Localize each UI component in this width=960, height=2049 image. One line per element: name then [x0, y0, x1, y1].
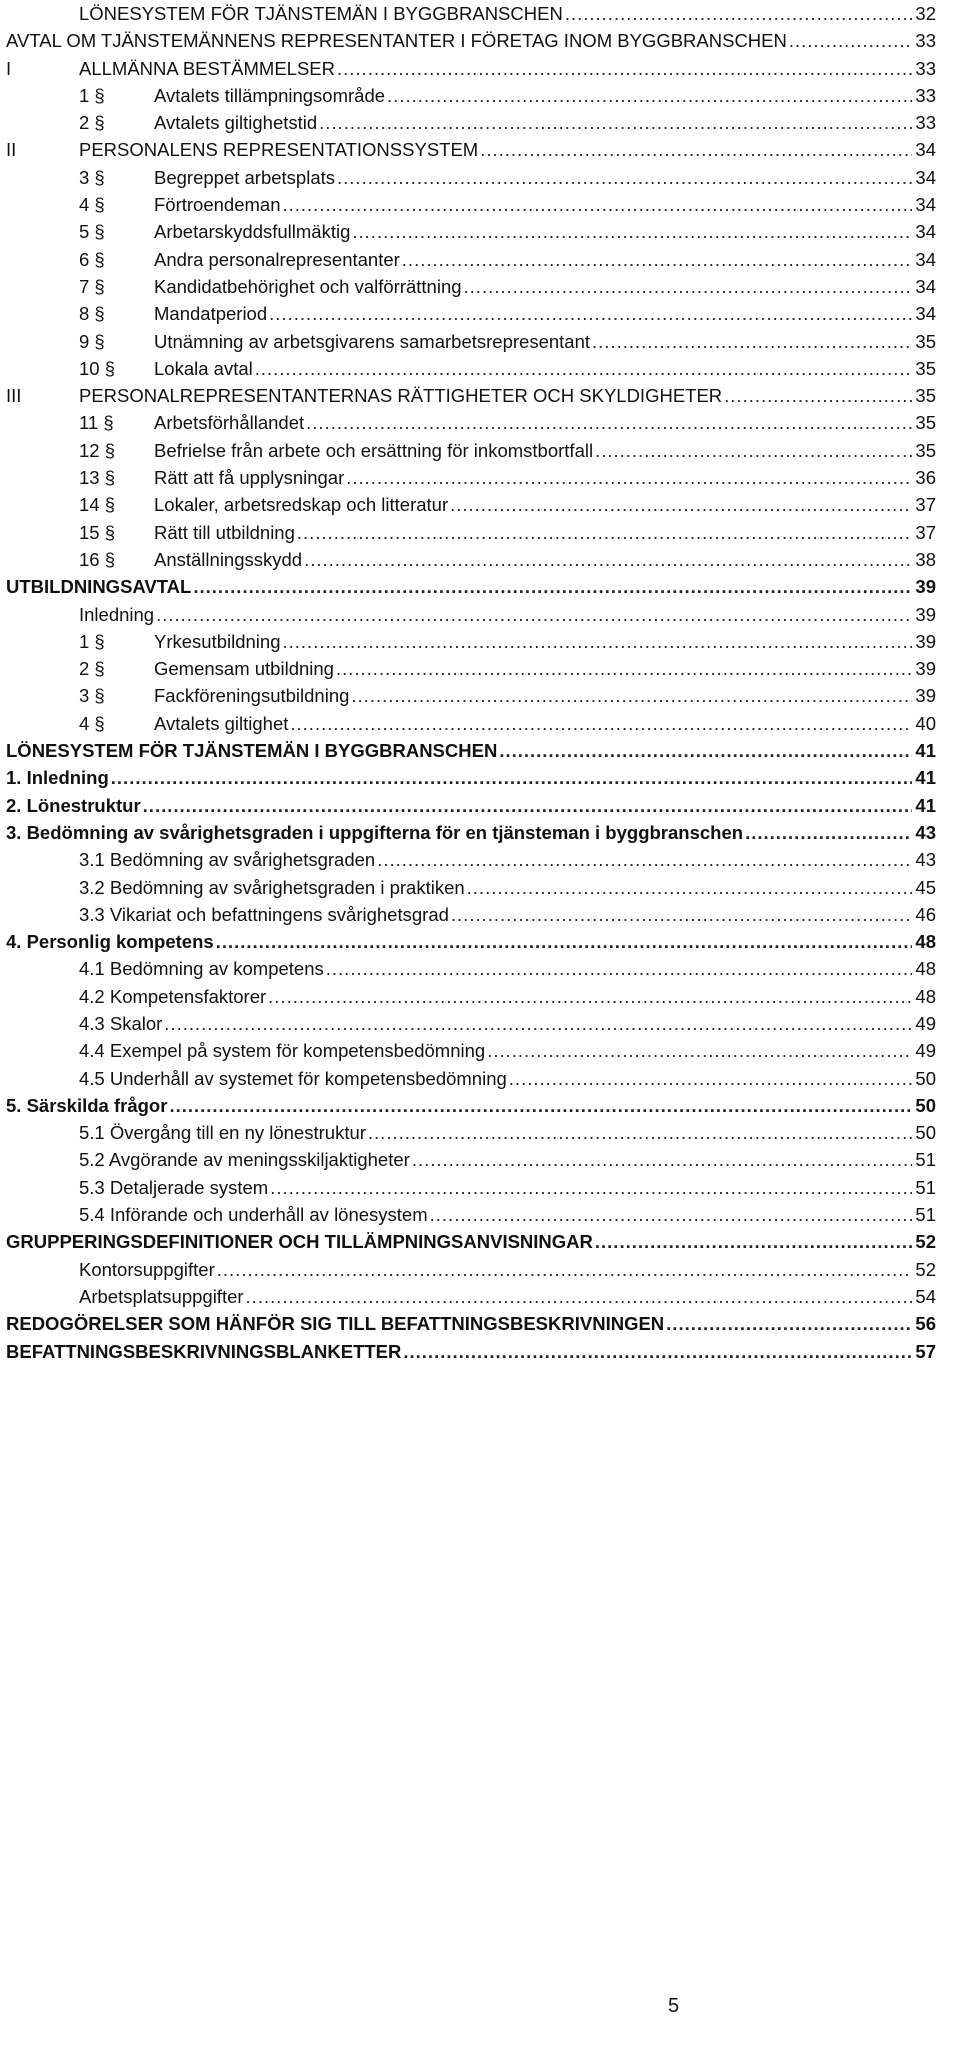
toc-entry[interactable] — [6, 764, 936, 791]
toc-entry[interactable] — [6, 109, 936, 136]
dot-leader — [595, 1228, 912, 1255]
dot-leader — [666, 1310, 912, 1337]
toc-entry[interactable] — [6, 655, 936, 682]
dot-leader — [270, 1174, 912, 1201]
toc-entry-page: 57 — [915, 1340, 936, 1362]
dot-leader — [402, 246, 912, 273]
toc-entry[interactable] — [6, 573, 936, 600]
toc-entry-title: PERSONALENS REPRESENTATIONSSYSTEM — [79, 139, 479, 161]
toc-entry-number: 1 § — [79, 630, 105, 652]
toc-entry-page: 39 — [915, 576, 936, 598]
toc-entry-number: 10 § — [79, 357, 116, 379]
toc-entry-number: 5 § — [79, 221, 105, 243]
toc-entry-title: 2. Lönestruktur — [6, 794, 141, 816]
dot-leader — [306, 409, 912, 436]
toc-entry[interactable] — [6, 1338, 936, 1365]
dot-leader — [387, 82, 912, 109]
toc-entry-page: 35 — [915, 412, 936, 434]
toc-entry[interactable] — [6, 0, 936, 27]
toc-entry-page: 34 — [915, 139, 936, 161]
dot-leader — [351, 682, 912, 709]
toc-entry-page: 34 — [915, 194, 936, 216]
toc-entry-title: Andra personalrepresentanter — [154, 248, 400, 270]
toc-entry[interactable] — [6, 82, 936, 109]
toc-entry[interactable] — [6, 409, 936, 436]
toc-entry-title: 5.3 Detaljerade system — [79, 1176, 269, 1198]
toc-entry-number: 12 § — [79, 439, 116, 461]
dot-leader — [326, 955, 912, 982]
toc-entry-title: GRUPPERINGSDEFINITIONER OCH TILLÄMPNINGSANVISNINGAR — [6, 1231, 593, 1253]
toc-entry-title: Rätt att få upplysningar — [154, 467, 345, 489]
dot-leader — [499, 737, 912, 764]
toc-entry-title: Avtalets giltighet — [154, 712, 289, 734]
toc-entry-title: Avtalets giltighetstid — [154, 112, 318, 134]
toc-entry[interactable] — [6, 273, 936, 300]
toc-entry-title: Gemensam utbildning — [154, 658, 334, 680]
toc-entry-page: 49 — [915, 1012, 936, 1034]
dot-leader — [217, 1256, 912, 1283]
toc-entry-page: 35 — [915, 357, 936, 379]
toc-entry-number: 16 § — [79, 548, 116, 570]
toc-entry[interactable] — [6, 491, 936, 518]
toc-entry-title: Arbetarskyddsfullmäktig — [154, 221, 351, 243]
toc-entry-number: 2 § — [79, 112, 105, 134]
toc-entry[interactable] — [6, 682, 936, 709]
toc-entry-title: 1. Inledning — [6, 767, 109, 789]
toc-entry-page: 48 — [915, 958, 936, 980]
toc-entry-number: I — [6, 57, 12, 79]
toc-entry-page: 34 — [915, 248, 936, 270]
toc-entry-number: 8 § — [79, 303, 105, 325]
toc-entry-number: 3 § — [79, 166, 105, 188]
dot-leader — [319, 109, 912, 136]
toc-entry-title: 3. Bedömning av svårighetsgraden i uppgifterna för en tjänsteman i byggbranschen — [6, 821, 744, 843]
toc-entry-title: 4.5 Underhåll av systemet för kompetensbedömning — [79, 1067, 507, 1089]
toc-entry[interactable] — [6, 1174, 936, 1201]
toc-entry-number: 6 § — [79, 248, 105, 270]
toc-entry[interactable] — [6, 846, 936, 873]
toc-entry-title: 3.1 Bedömning av svårighetsgraden — [79, 849, 376, 871]
toc-entry-page: 56 — [915, 1313, 936, 1335]
toc-entry-page: 50 — [915, 1094, 936, 1116]
toc-entry[interactable] — [6, 955, 936, 982]
toc-entry-page: 39 — [915, 685, 936, 707]
dot-leader — [216, 928, 912, 955]
toc-entry-page: 33 — [915, 57, 936, 79]
dot-leader — [487, 1037, 912, 1064]
toc-entry-page: 41 — [915, 740, 936, 762]
toc-entry-number: 4 § — [79, 194, 105, 216]
dot-leader — [377, 846, 912, 873]
toc-entry[interactable] — [6, 355, 936, 382]
toc-entry-number: II — [6, 139, 17, 161]
toc-entry-page: 34 — [915, 166, 936, 188]
toc-entry-title: 4.2 Kompetensfaktorer — [79, 985, 267, 1007]
toc-entry-title: 5.1 Övergång till en ny lönestruktur — [79, 1122, 366, 1144]
dot-leader — [337, 55, 912, 82]
toc-entry[interactable] — [6, 819, 936, 846]
toc-entry-page: 50 — [915, 1122, 936, 1144]
toc-entry-page: 35 — [915, 385, 936, 407]
toc-entry[interactable] — [6, 164, 936, 191]
toc-entry-page: 39 — [915, 630, 936, 652]
dot-leader — [269, 300, 912, 327]
toc-entry-page: 36 — [915, 467, 936, 489]
toc-entry-title: Förtroendeman — [154, 194, 281, 216]
toc-entry-page: 40 — [915, 712, 936, 734]
toc-entry-title: 5.2 Avgörande av meningsskiljaktigheter — [79, 1149, 410, 1171]
toc-entry-page: 52 — [915, 1231, 936, 1253]
toc-entry-title: Arbetsförhållandet — [154, 412, 305, 434]
dot-leader — [403, 1338, 912, 1365]
toc-entry-title: Befrielse från arbete och ersättning för inkomstbortfall — [154, 439, 594, 461]
toc-entry-page: 41 — [915, 767, 936, 789]
toc-entry-title: LÖNESYSTEM FÖR TJÄNSTEMÄN I BYGGBRANSCHEN — [6, 740, 498, 762]
dot-leader — [412, 1146, 912, 1173]
toc-entry-title: 4.3 Skalor — [79, 1012, 163, 1034]
toc-entry-number: 1 § — [79, 84, 105, 106]
toc-entry-title: 3.3 Vikariat och befattningens svårighetsgrad — [79, 903, 449, 925]
toc-entry[interactable] — [6, 1310, 936, 1337]
toc-entry-page: 34 — [915, 303, 936, 325]
toc-entry[interactable] — [6, 928, 936, 955]
dot-leader — [290, 710, 912, 737]
toc-entry-title: Mandatperiod — [154, 303, 268, 325]
toc-entry[interactable] — [6, 1283, 936, 1310]
toc-entry-page: 35 — [915, 439, 936, 461]
toc-entry-page: 32 — [915, 3, 936, 24]
dot-leader — [156, 601, 912, 628]
toc-entry-title: AVTAL OM TJÄNSTEMÄNNENS REPRESENTANTER I FÖRETAG INOM BYGGBRANSCHEN — [6, 30, 787, 52]
toc-entry-number: 13 § — [79, 467, 116, 489]
toc-entry[interactable] — [6, 464, 936, 491]
toc-entry-title: Avtalets tillämpningsområde — [154, 84, 386, 106]
toc-entry-page: 54 — [915, 1285, 936, 1307]
dot-leader — [464, 273, 912, 300]
toc-entry-title: Kandidatbehörighet och valförrättning — [154, 275, 462, 297]
toc-entry[interactable] — [6, 328, 936, 355]
toc-entry-title: ALLMÄNNA BESTÄMMELSER — [79, 57, 335, 79]
toc-entry[interactable] — [6, 710, 936, 737]
dot-leader — [337, 164, 912, 191]
toc-entry[interactable] — [6, 792, 936, 819]
toc-entry[interactable] — [6, 601, 936, 628]
toc-entry-number: 9 § — [79, 330, 105, 352]
toc-entry-page: 50 — [915, 1067, 936, 1089]
toc-entry-title: Inledning — [79, 603, 155, 625]
toc-entry-title: BEFATTNINGSBESKRIVNINGSBLANKETTER — [6, 1340, 402, 1362]
toc-entry-page: 34 — [915, 221, 936, 243]
toc-entry-page: 33 — [915, 84, 936, 106]
toc-entry-page: 49 — [915, 1040, 936, 1062]
toc-entry-number: 11 § — [79, 412, 114, 434]
dot-leader — [592, 328, 912, 355]
toc-entry[interactable] — [6, 437, 936, 464]
dot-leader — [480, 136, 912, 163]
dot-leader — [268, 983, 912, 1010]
dot-leader — [193, 573, 912, 600]
dot-leader — [164, 1010, 912, 1037]
dot-leader — [282, 191, 912, 218]
toc-entry-title: 3.2 Bedömning av svårighetsgraden i praktiken — [79, 876, 465, 898]
dot-leader — [789, 27, 912, 54]
toc-entry[interactable] — [6, 546, 936, 573]
dot-leader — [297, 519, 912, 546]
toc-entry-page: 41 — [915, 794, 936, 816]
toc-entry-number: 7 § — [79, 275, 105, 297]
dot-leader — [352, 218, 912, 245]
toc-entry-page: 48 — [915, 985, 936, 1007]
dot-leader — [451, 901, 912, 928]
toc-entry[interactable] — [6, 1092, 936, 1119]
dot-leader — [430, 1201, 912, 1228]
toc-entry-page: 43 — [915, 821, 936, 843]
toc-entry-number: III — [6, 385, 22, 407]
toc-entry-page: 35 — [915, 330, 936, 352]
toc-entry-number: 15 § — [79, 521, 116, 543]
toc-entry-title: Utnämning av arbetsgivarens samarbetsrepresentant — [154, 330, 591, 352]
toc-entry-title: Begreppet arbetsplats — [154, 166, 336, 188]
toc-entry-title: Kontorsuppgifter — [79, 1258, 215, 1280]
toc-entry-title: Rätt till utbildning — [154, 521, 295, 543]
toc-entry[interactable] — [6, 628, 936, 655]
toc-entry[interactable] — [6, 1065, 936, 1092]
dot-leader — [111, 764, 912, 791]
table-of-contents — [6, 0, 936, 1365]
dot-leader — [246, 1283, 912, 1310]
dot-leader — [304, 546, 912, 573]
toc-entry[interactable] — [6, 1201, 936, 1228]
toc-entry[interactable] — [6, 136, 936, 163]
toc-entry-number: 3 § — [79, 685, 105, 707]
toc-entry[interactable] — [6, 300, 936, 327]
toc-entry-title: Arbetsplatsuppgifter — [79, 1285, 244, 1307]
toc-entry-page: 52 — [915, 1258, 936, 1280]
toc-entry[interactable] — [6, 55, 936, 82]
toc-entry-page: 33 — [915, 112, 936, 134]
toc-entry-page: 51 — [915, 1204, 936, 1226]
toc-entry[interactable] — [6, 27, 936, 54]
toc-entry-title: 4.1 Bedömning av kompetens — [79, 958, 324, 980]
toc-entry[interactable] — [6, 218, 936, 245]
toc-entry-page: 37 — [915, 494, 936, 516]
toc-entry-title: REDOGÖRELSER SOM HÄNFÖR SIG TILL BEFATTNINGSBESKRIVNINGEN — [6, 1313, 665, 1335]
toc-entry-number: 14 § — [79, 494, 116, 516]
dot-leader — [143, 792, 912, 819]
toc-entry-title: Fackföreningsutbildning — [154, 685, 350, 707]
dot-leader — [467, 874, 912, 901]
dot-leader — [565, 0, 912, 27]
toc-entry-number: 2 § — [79, 658, 105, 680]
toc-entry[interactable] — [6, 983, 936, 1010]
toc-entry-title: Yrkesutbildning — [154, 630, 281, 652]
toc-entry-title: Lokala avtal — [154, 357, 253, 379]
dot-leader — [724, 382, 912, 409]
toc-entry[interactable] — [6, 874, 936, 901]
dot-leader — [169, 1092, 912, 1119]
toc-entry-page: 45 — [915, 876, 936, 898]
toc-entry-page: 51 — [915, 1149, 936, 1171]
toc-entry-title: 4.4 Exempel på system för kompetensbedömning — [79, 1040, 486, 1062]
toc-entry-number: 4 § — [79, 712, 105, 734]
toc-entry-title: PERSONALREPRESENTANTERNAS RÄTTIGHETER OCH SKYLDIGHETER — [79, 385, 723, 407]
page-number: 5 — [668, 1995, 680, 2017]
dot-leader — [368, 1119, 912, 1146]
toc-entry[interactable] — [6, 1010, 936, 1037]
toc-entry[interactable] — [6, 519, 936, 546]
dot-leader — [283, 628, 913, 655]
toc-entry-title: Lokaler, arbetsredskap och litteratur — [154, 494, 449, 516]
toc-entry-title: 5.4 Införande och underhåll av lönesystem — [79, 1204, 428, 1226]
dot-leader — [595, 437, 912, 464]
toc-entry[interactable] — [6, 737, 936, 764]
toc-entry-page: 39 — [915, 658, 936, 680]
toc-entry-page: 43 — [915, 849, 936, 871]
toc-entry[interactable] — [6, 1146, 936, 1173]
toc-entry-title: Anställningsskydd — [154, 548, 303, 570]
dot-leader — [509, 1065, 912, 1092]
toc-entry-page: 46 — [915, 903, 936, 925]
dot-leader — [450, 491, 912, 518]
toc-entry-title: UTBILDNINGSAVTAL — [6, 576, 192, 598]
toc-entry-page: 48 — [915, 931, 936, 953]
dot-leader — [346, 464, 912, 491]
toc-entry-page: 33 — [915, 30, 936, 52]
toc-entry-title: 5. Särskilda frågor — [6, 1094, 168, 1116]
toc-entry[interactable] — [6, 1037, 936, 1064]
toc-entry-title: LÖNESYSTEM FÖR TJÄNSTEMÄN I BYGGBRANSCHEN — [79, 3, 563, 24]
toc-entry[interactable] — [6, 1119, 936, 1146]
toc-entry-page: 39 — [915, 603, 936, 625]
dot-leader — [255, 355, 912, 382]
toc-entry[interactable] — [6, 246, 936, 273]
dot-leader — [745, 819, 912, 846]
toc-entry[interactable] — [6, 1256, 936, 1283]
toc-entry-page: 37 — [915, 521, 936, 543]
toc-entry[interactable] — [6, 901, 936, 928]
dot-leader — [336, 655, 912, 682]
toc-entry[interactable] — [6, 1228, 936, 1255]
toc-entry-title: 4. Personlig kompetens — [6, 931, 214, 953]
toc-entry-page: 51 — [915, 1176, 936, 1198]
toc-entry[interactable] — [6, 382, 936, 409]
toc-entry-page: 38 — [915, 548, 936, 570]
toc-entry-page: 34 — [915, 275, 936, 297]
toc-entry[interactable] — [6, 191, 936, 218]
